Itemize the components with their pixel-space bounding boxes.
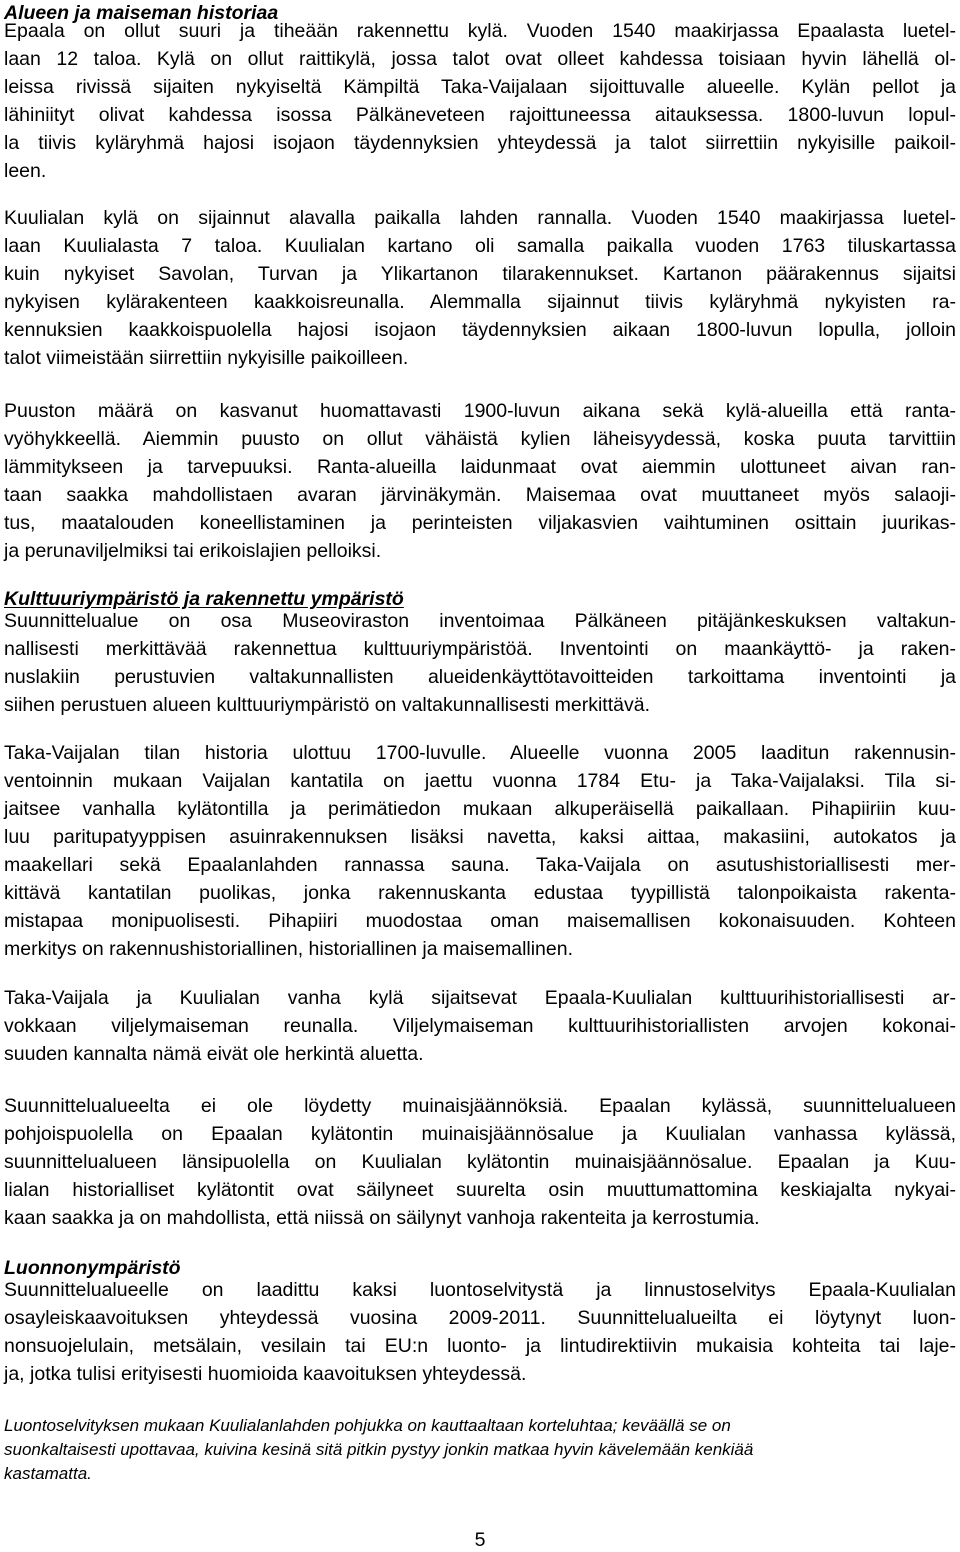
- text-line: Suunnittelualueelle on laadittu kaksi luontoselvitystä ja linnustoselvitys Epaala-Kuulialan: [4, 1279, 956, 1301]
- text-line: Epaala on ollut suuri ja tiheään rakennettu kylä. Vuoden 1540 maakirjassa Epaalasta luetel-: [4, 20, 956, 42]
- text-line: vokkaan viljelymaiseman reunalla. Viljelymaiseman kulttuurihistoriallisten arvojen kokonai-: [4, 1015, 956, 1037]
- section-heading-culture: Kulttuuriympäristö ja rakennettu ympäristö: [4, 588, 404, 610]
- text-line: leen.: [4, 160, 47, 182]
- text-line: talot viimeistään siirrettiin nykyisille paikoilleen.: [4, 347, 409, 369]
- paragraph-taka-vaijala: [4, 739, 956, 963]
- text-line: luu paritupatyyppisen asuinrakennuksen lisäksi navetta, kaksi aittaa, makasiini, autokatos ja: [4, 826, 956, 848]
- text-line: pohjoispuolella on Epaalan kylätontin muinaisjäännösalue ja Kuulialan vanhassa kylässä,: [4, 1123, 956, 1145]
- text-line: suonkaltaisesti upottavaa, kuivina kesinä sitä pitkin pystyy jonkin matkaa hyvin kävelemään kenkiää: [4, 1440, 754, 1459]
- italic-note: [4, 1414, 956, 1486]
- text-line: suunnittelualueen länsipuolella on Kuulialan kylätontin muinaisjäännösalue. Epaalan ja Kuu-: [4, 1151, 956, 1173]
- text-line: lähiniityt olivat kahdessa isossa Pälkäneveteen rajoittuneessa aitauksessa. 1800-luvun lopul-: [4, 104, 956, 126]
- paragraph-viljelymaisema: [4, 984, 956, 1068]
- section-heading-nature: Luonnonympäristö: [4, 1257, 181, 1279]
- text-line: ja perunaviljelmiksi tai erikoislajien pelloiksi.: [4, 540, 382, 562]
- text-line: maakellari sekä Epaalanlahden rannassa sauna. Taka-Vaijala on asutushistoriallisesti mer-: [4, 854, 956, 876]
- text-line: nuslakiin perustuvien valtakunnallisten alueidenkäyttötavoitteiden tarkoittama inventointi ja: [4, 666, 956, 688]
- text-line: taan saakka mahdollistaen avaran järvinäkymän. Maisemaa ovat muuttaneet myös salaoji-: [4, 484, 956, 506]
- text-line: Luontoselvityksen mukaan Kuulialanlahden pohjukka on kauttaaltaan korteluhtaa; keväällä se on: [4, 1416, 731, 1435]
- text-line: Taka-Vaijalan tilan historia ulottuu 1700-luvulle. Alueelle vuonna 2005 laaditun rakennusin-: [4, 742, 956, 764]
- text-line: ja, jotka tulisi erityisesti huomioida kaavoituksen yhteydessä.: [4, 1363, 527, 1385]
- text-line: jaitsee vanhalla kylätontilla ja perimätiedon mukaan alkuperäisellä paikallaan. Pihapiiriin kuu-: [4, 798, 956, 820]
- paragraph-kuuliala: [4, 204, 956, 372]
- paragraph-epaala: [4, 17, 956, 185]
- text-line: laan Kuulialasta 7 taloa. Kuulialan kartano oli samalla paikalla vuoden 1763 tiluskartassa: [4, 235, 956, 257]
- paragraph-muinaisjaannokset: [4, 1092, 956, 1232]
- text-line: Puuston määrä on kasvanut huomattavasti 1900-luvun aikana sekä kylä-alueilla että ranta-: [4, 400, 956, 422]
- text-line: osayleiskaavoituksen yhteydessä vuosina 2009-2011. Suunnittelualueilta ei löytynyt luon-: [4, 1307, 956, 1329]
- text-line: siihen perustuen alueen kulttuuriympäristö on valtakunnallisesti merkittävä.: [4, 694, 651, 716]
- text-line: Suunnittelualue on osa Museoviraston inventoimaa Pälkäneen pitäjänkeskuksen valtakun-: [4, 610, 956, 632]
- paragraph-museovirasto: [4, 607, 956, 719]
- text-line: Taka-Vaijala ja Kuulialan vanha kylä sijaitsevat Epaala-Kuulialan kulttuurihistoriallisesti ar-: [4, 987, 956, 1009]
- text-line: ventoinnin mukaan Vaijalan kantatila on jaettu vuonna 1784 Etu- ja Taka-Vaijalaksi. Tila si-: [4, 770, 956, 792]
- text-line: kaan saakka ja on mahdollista, että niissä on säilynyt vanhoja rakenteita ja kerrostumia.: [4, 1207, 760, 1229]
- text-line: suuden kannalta nämä eivät ole herkintä aluetta.: [4, 1043, 424, 1065]
- paragraph-luontoselvitys: [4, 1276, 956, 1388]
- text-line: kennuksien kaakkoispuolella hajosi isojaon täydennyksien aikaan 1800-luvun lopulla, jolloin: [4, 319, 956, 341]
- text-line: nykyisen kylärakenteen kaakkoisreunalla. Alemmalla sijainnut tiivis kyläryhmä nykyisten ra-: [4, 291, 956, 313]
- text-line: la tiivis kyläryhmä hajosi isojaon täydennyksien yhteydessä ja talot siirrettiin nykyisille paikoil-: [4, 132, 956, 154]
- text-line: kuin nykyiset Savolan, Turvan ja Ylikartanon tilarakennukset. Kartanon päärakennus sijaitsi: [4, 263, 956, 285]
- text-line: nallisesti merkittävää rakennettua kulttuuriympäristöä. Inventointi on maankäyttö- ja raken-: [4, 638, 956, 660]
- section-heading-history: Alueen ja maiseman historiaa: [4, 2, 279, 24]
- paragraph-puusto: [4, 397, 956, 565]
- text-line: Kuulialan kylä on sijainnut alavalla paikalla lahden rannalla. Vuoden 1540 maakirjassa luetel-: [4, 207, 956, 229]
- text-line: kastamatta.: [4, 1464, 92, 1483]
- text-line: Suunnittelualueelta ei ole löydetty muinaisjäännöksiä. Epaalan kylässä, suunnittelualueen: [4, 1095, 956, 1117]
- text-line: mistapaa monipuolisesti. Pihapiiri muodostaa oman maisemallisen kokonaisuuden. Kohteen: [4, 910, 956, 932]
- text-line: lämmitykseen ja tarvepuuksi. Ranta-alueilla laidunmaat ovat aiemmin ulottuneet aivan ran-: [4, 456, 956, 478]
- text-line: kittävä kantatilan puolikas, jonka rakennuskanta edustaa tyypillistä talonpoikaista rakenta-: [4, 882, 956, 904]
- text-line: vyöhykkeellä. Aiemmin puusto on ollut vähäistä kylien läheisyydessä, koska puuta tarvittiin: [4, 428, 956, 450]
- page-number: 5: [474, 1529, 486, 1551]
- text-line: lialan historialliset kylätontit ovat säilyneet suurelta osin muuttumattomina keskiajalta nykyai-: [4, 1179, 956, 1201]
- text-line: nonsuojelulain, metsälain, vesilain tai EU:n luonto- ja lintudirektiivin mukaisia kohteita tai laje-: [4, 1335, 956, 1357]
- text-line: merkitys on rakennushistoriallinen, historiallinen ja maisemallinen.: [4, 938, 574, 960]
- text-line: leissa rivissä sijaiten nykyiseltä Kämpiltä Taka-Vaijalaan sijoittuvalle alueelle. Kylän pellot ja: [4, 76, 956, 98]
- text-line: tus, maatalouden koneellistaminen ja perinteisten viljakasvien vaihtuminen osittain juurikas-: [4, 512, 956, 534]
- text-line: laan 12 taloa. Kylä on ollut raittikylä, jossa talot ovat olleet kahdessa toisiaan hyvin lähellä ol-: [4, 48, 956, 70]
